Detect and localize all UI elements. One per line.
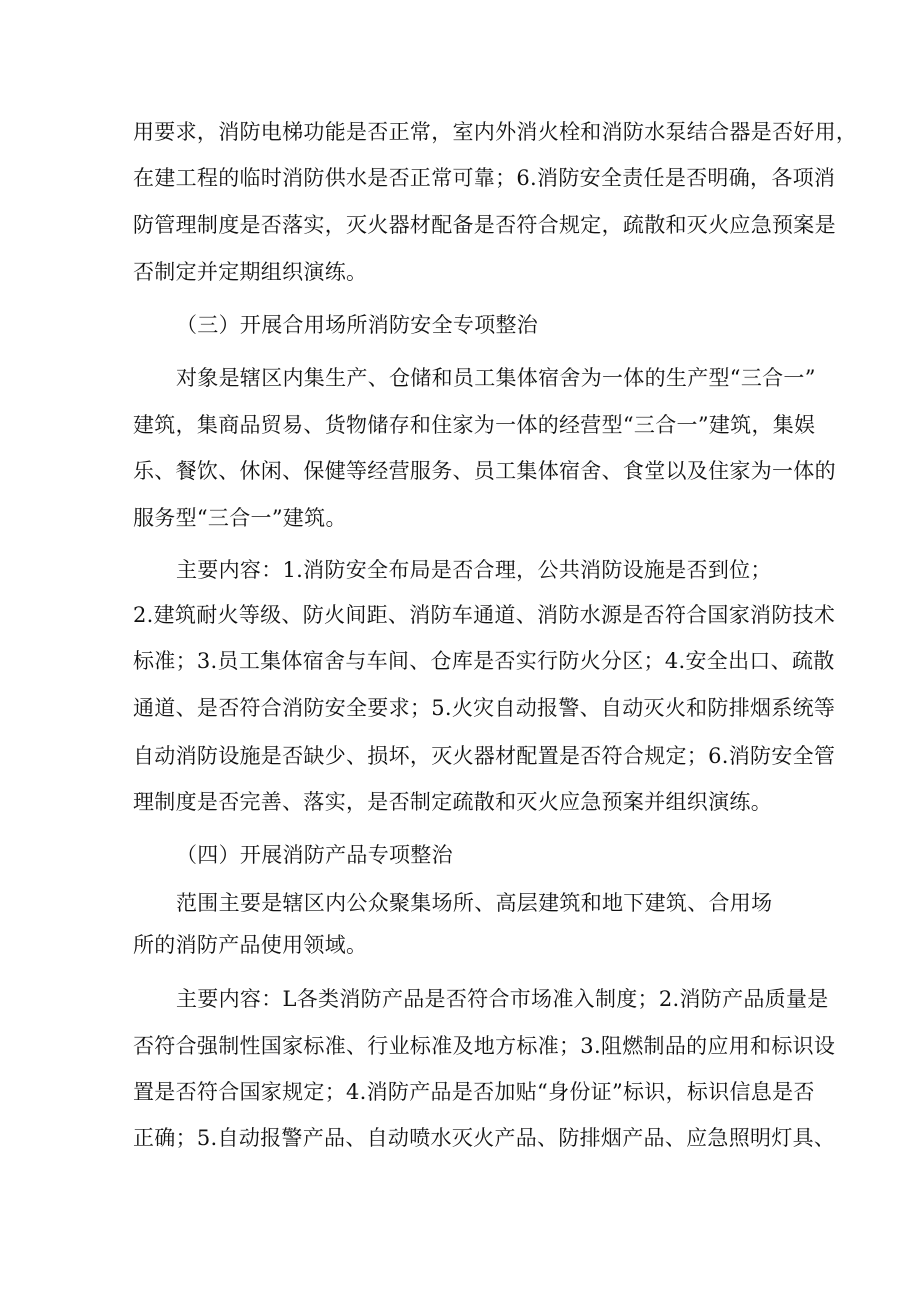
- paragraph-start-line: 主要内容：L各类消防产品是否符合市场准入制度；2.消防产品质量是: [176, 987, 829, 1011]
- text-line: 理制度是否完善、落实，是否制定疏散和灭火应急预案并组织演练。: [133, 790, 772, 814]
- text-line: 乐、餐饮、休闲、保健等经营服务、员工集体宿舍、食堂以及住家为一体的: [133, 459, 836, 483]
- text-line: 所的消防产品使用领域。: [133, 933, 368, 957]
- text-line: 自动消防设施是否缺少、损坏，灭火器材配置是否符合规定；6.消防安全管: [133, 744, 836, 768]
- text-line: 否制定并定期组织演练。: [133, 260, 368, 284]
- paragraph-start-line: 范围主要是辖区内公众聚集场所、高层建筑和地下建筑、合用场: [176, 891, 773, 915]
- text-line: 用要求，消防电梯功能是否正常，室内外消火栓和消防水泵结合器是否好用，: [133, 120, 858, 144]
- text-line: 防管理制度是否落实，灭火器材配备是否符合规定，疏散和灭火应急预案是: [133, 213, 836, 237]
- text-line: 否符合强制性国家标准、行业标准及地方标准；3.阻燃制品的应用和标识设: [133, 1034, 836, 1058]
- text-line: 标准；3.员工集体宿舍与车间、仓库是否实行防火分区；4.安全出口、疏散: [133, 649, 835, 673]
- text-line: 正确；5.自动报警产品、自动喷水灭火产品、防排烟产品、应急照明灯具、: [133, 1126, 836, 1150]
- text-line: 2.建筑耐火等级、防火间距、消防车通道、消防水源是否符合国家消防技术: [133, 603, 836, 627]
- text-line: 置是否符合国家规定；4.消防产品是否加贴“身份证”标识，标识信息是否: [133, 1080, 815, 1104]
- section-heading: （四）开展消防产品专项整治: [176, 843, 453, 867]
- paragraph-start-line: 主要内容：1.消防安全布局是否合理，公共消防设施是否到位；: [176, 558, 772, 582]
- paragraph-start-line: 对象是辖区内集生产、仓储和员工集体宿舍为一体的生产型“三合一”: [176, 366, 816, 390]
- text-line: 通道、是否符合消防安全要求；5.火灾自动报警、自动灭火和防排烟系统等: [133, 696, 836, 720]
- text-line: 建筑，集商品贸易、货物储存和住家为一体的经营型“三合一”建筑，集娱: [133, 413, 816, 437]
- section-heading: （三）开展合用场所消防安全专项整治: [176, 313, 539, 337]
- text-line: 服务型“三合一”建筑。: [133, 506, 347, 530]
- text-line: 在建工程的临时消防供水是否正常可靠；6.消防安全责任是否明确，各项消: [133, 166, 836, 190]
